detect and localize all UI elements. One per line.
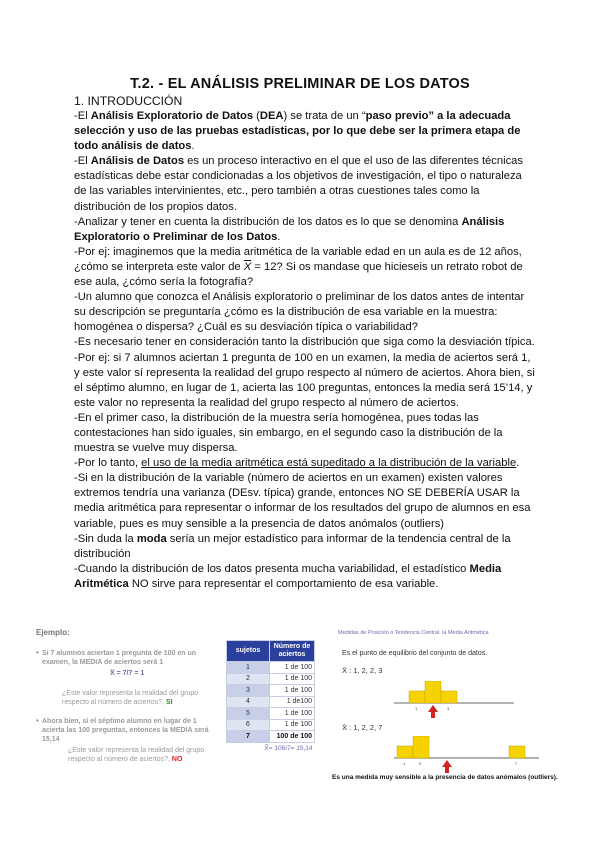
slide-footer: Es una medida muy sensible a la presencia de datos anómalos (outliers).	[332, 774, 558, 781]
paragraph-9: -Por lo tanto, el uso de la media aritmética está supeditado a la distribución de la variable.	[74, 457, 520, 470]
bar	[441, 691, 457, 703]
cell-sujeto: 2	[227, 673, 270, 685]
mean-formula-2: X̅= 106/7= 15,14	[264, 745, 313, 752]
table-row	[227, 685, 315, 697]
cell-aciertos: 1 de 100	[270, 685, 315, 697]
paragraph-1: -El Análisis Exploratorio de Datos (DEA) se trata de un “paso previo” a la adecuada selección y uso de las pruebas estadísticas, por lo que debe ser la primera etapa de todo análisis de datos.	[74, 110, 521, 153]
mean-formula-1: X̅ = 7/7 = 1	[110, 670, 145, 677]
cell-aciertos: 1 de 100	[270, 719, 315, 731]
paragraph-3: -Analizar y tener en cuenta la distribución de los datos es lo que se denomina Análisis Exploratorio o Preliminar de los Datos.	[74, 215, 505, 243]
paragraph-5: -Un alumno que conozca el Análisis exploratorio o preliminar de los datos antes de intentar su descripción se preguntaría ¿cómo es la distribución de esa variable en la muestra: homogénea o dispersa? ¿Cuál es su desviación típica o variabilidad?	[74, 291, 525, 334]
example-bullet-1: Si 7 alumnos aciertan 1 pregunta de 100 en un examen, la MEDIA de aciertos será 1	[42, 650, 197, 666]
paragraph-4: -Por ej: imaginemos que la media aritmética de la variable edad en un aula es de 12 años, ¿cómo se interpreta este valor de $\overline{X} = 12$? Si os mandase que hicieseis un retrato robot de ese aula, ¿cómo sería la fotografía?	[74, 245, 523, 289]
slide-subtitle: Es el punto de equilibrio del conjunto de datos.	[342, 650, 488, 657]
balance-chart-1	[389, 681, 529, 719]
cell-sujeto: 4	[227, 696, 270, 708]
tick-label: 1	[403, 761, 406, 766]
balance-arrow-icon	[442, 760, 452, 773]
balance-chart-2	[389, 736, 549, 774]
example-question-1: ¿Este valor representa la realidad del grupo respecto al número de aciertos?, SI	[62, 690, 199, 706]
table-header-aciertos: Número de aciertos	[270, 641, 315, 662]
tick-label: 3	[447, 706, 450, 711]
paragraph-8: -En el primer caso, la distribución de la muestra sería homogénea, pues todas las contestaciones han sido iguales, sin embargo, en el segundo caso la distribución de la muestra se vuelve muy dispersa.	[74, 411, 503, 455]
page-title: T.2. - EL ANÁLISIS PRELIMINAR DE LOS DATOS	[130, 76, 470, 92]
paragraph-6: -Es necesario tener en consideración tanto la distribución que siga como la desviación típica.	[74, 336, 535, 349]
example-heading: Ejemplo:	[36, 628, 70, 637]
bullet-icon: •	[36, 716, 39, 725]
bar	[509, 746, 525, 758]
paragraph-10: -Si en la distribución de la variable (número de aciertos en un examen) existen valores extremos tendría una varianza (DEsv. típica) grande, entonces NO SE DEBERÍA USAR la media aritmética para representar o informar de los resultados del grupo de alumnos en esa variable, pues es muy sensible a la presencia de datos anómalos (outliers)	[74, 472, 531, 530]
table-row	[227, 696, 315, 708]
cell-aciertos: 100 de 100	[270, 731, 315, 743]
example-bullet-2: Ahora bien, si el séptimo alumno en lugar de 1 acierta las 100 preguntas, entonces la MEDIA será 15,14	[42, 718, 209, 743]
scores-table	[226, 640, 315, 755]
slide-header: Medidas de Posición o Tendencia Central. la Media Aritmética	[338, 630, 489, 636]
paragraph-12: -Cuando la distribución de los datos presenta mucha variabilidad, el estadístico Media Aritmética NO sirve para representar el comportamiento de esa variable.	[74, 562, 502, 590]
cell-aciertos: 1 de100	[270, 696, 315, 708]
cell-sujeto: 3	[227, 685, 270, 697]
tick-label: 2	[419, 761, 422, 766]
dataset-2-label: X̄ : 1, 2, 2, 7	[342, 723, 383, 732]
bar	[413, 736, 429, 758]
bar	[425, 681, 441, 703]
tick-label: 7	[515, 761, 518, 766]
example-slide	[30, 624, 215, 764]
paragraph-7: -Por ej: si 7 alumnos aciertan 1 pregunta de 100 en un examen, la media de aciertos será 1, y este valor sí representa la realidad del grupo respecto al número de aciertos. Ahora bien, si el séptimo alumno, en lugar de 1, acierta las 100 preguntas, entonces la media será 15’14, y este valor no representa la realidad del grupo respecto al número de aciertos.	[74, 351, 535, 409]
cell-sujeto: 7	[227, 731, 270, 743]
cell-aciertos: 1 de 100	[270, 708, 315, 720]
table-row	[227, 662, 315, 674]
tick-label: 1	[415, 706, 418, 711]
body-text	[74, 109, 536, 592]
bar	[409, 691, 425, 703]
bullet-icon: •	[36, 648, 39, 657]
cell-sujeto: 6	[227, 719, 270, 731]
cell-aciertos: 1 de 100	[270, 673, 315, 685]
dataset-1-label: X̄ : 1, 2, 2, 3	[342, 666, 383, 675]
section-heading: 1. INTRODUCCIÓN	[74, 94, 183, 108]
table-row	[227, 708, 315, 720]
table-header-sujetos: sujetos	[227, 641, 270, 662]
table-row	[227, 719, 315, 731]
mean-balance-slide	[332, 626, 574, 781]
cell-sujeto: 1	[227, 662, 270, 674]
cell-aciertos: 1 de 100	[270, 662, 315, 674]
example-question-2: ¿Este valor representa la realidad del grupo respecto al número de aciertos?, NO	[68, 747, 205, 763]
table-row	[227, 673, 315, 685]
balance-arrow-icon	[428, 705, 438, 718]
cell-sujeto: 5	[227, 708, 270, 720]
bar	[397, 746, 413, 758]
table-row	[227, 731, 315, 743]
paragraph-2: -El Análisis de Datos es un proceso interactivo en el que el uso de las diferentes técnicas estadísticas debe estar condicionadas a los objetivos de investigación, el tipo o naturaleza de las variables intervinientes, etc., pero también a otras cuestiones tales como la distribución de los propios datos.	[74, 155, 523, 213]
paragraph-11: -Sin duda la moda sería un mejor estadístico para informar de la tendencia central de la distribución	[74, 532, 511, 560]
